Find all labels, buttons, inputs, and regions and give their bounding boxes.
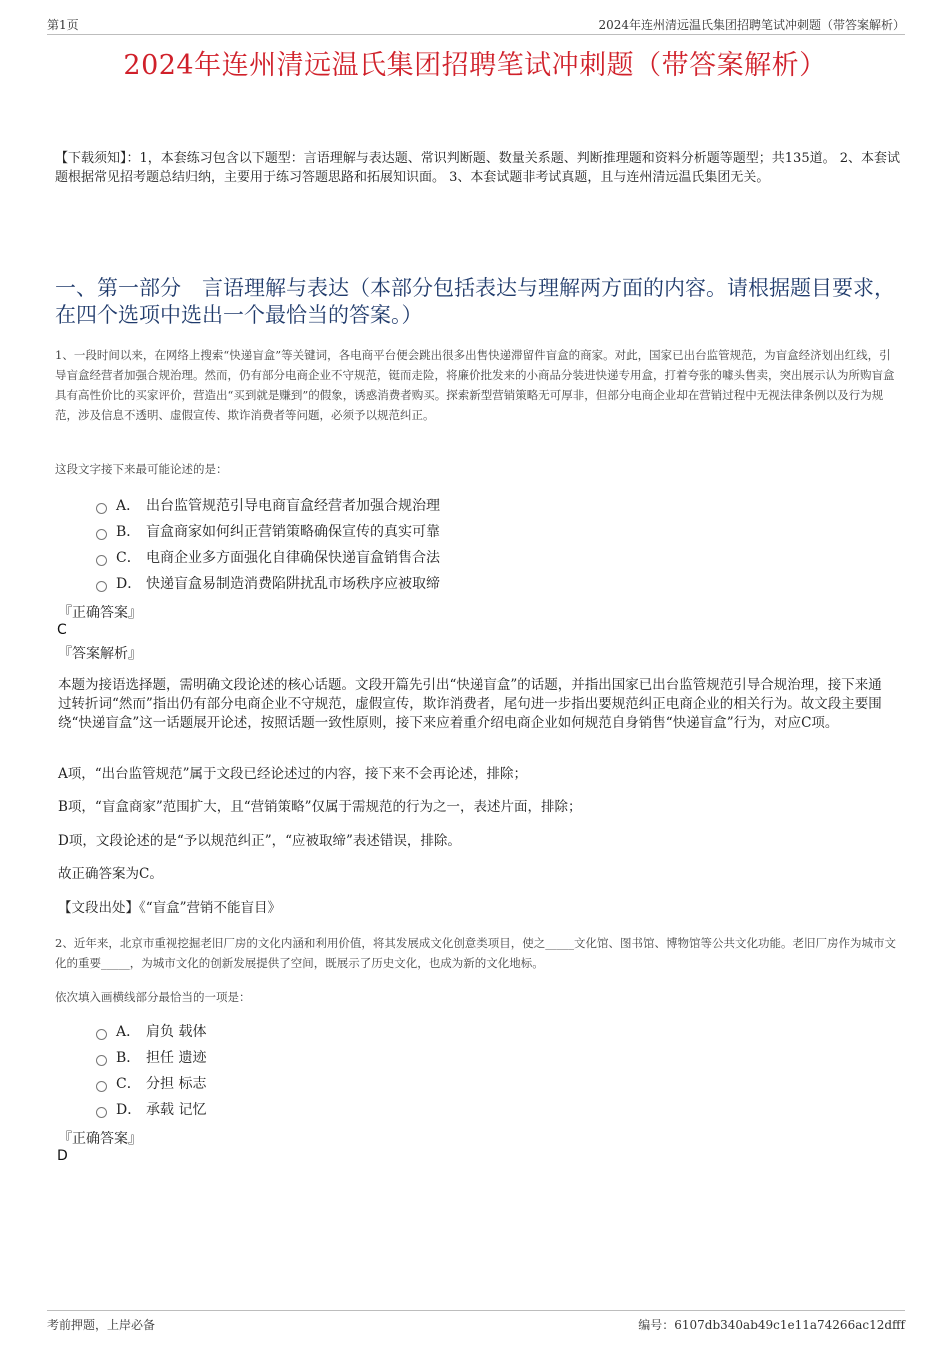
option-a[interactable]: A． 出台监管规范引导电商盲盒经营者加强合规治理 (96, 492, 440, 518)
analysis-paragraph: D项，文段论述的是“予以规范纠正”，“应被取缔”表述错误，排除。 (58, 833, 461, 849)
option-d[interactable]: D． 承载 记忆 (96, 1096, 206, 1122)
option-b[interactable]: B． 担任 遗迹 (96, 1044, 206, 1070)
question-2-prompt: 依次填入画横线部分最恰当的一项是： (55, 990, 251, 1004)
radio-icon[interactable] (96, 1107, 107, 1118)
document-id: 编号：6107db340ab49c1e11a74266ac12dfff (638, 1318, 905, 1332)
question-1-options (96, 492, 440, 596)
correct-answer: C (57, 622, 67, 638)
correct-answer-label: 『正确答案』 (58, 605, 142, 621)
header-doc-title: 2024年连州清远温氏集团招聘笔试冲刺题（带答案解析） (598, 18, 905, 32)
analysis-label: 『答案解析』 (58, 646, 142, 662)
option-a[interactable]: A． 肩负 载体 (96, 1018, 206, 1044)
analysis-paragraph: B项，“盲盒商家”范围扩大，且“营销策略”仅属于需规范的行为之一，表述片面，排除； (58, 799, 582, 815)
correct-answer-label: 『正确答案』 (58, 1131, 142, 1147)
question-1-text: 1、一段时间以来，在网络上搜索“快递盲盒”等关键词，各电商平台便会跳出很多出售快递滞留件盲盒的商家。对此，国家已出台监管规范，为盲盒经济划出红线，引导盲盒经营者加强合规治理。然而，仍有部分电商企业不守规范，铤而走险，将廉价批发来的小商品分装进快递专用盒，打着夸张的噱头售卖，突出展示认为所购盲盒具有高性价比的买家评价，营造出“买到就是赚到”的假象，诱惑消费者购买。探索新型营销策略无可厚非，但部分电商企业却在营销过程中无视法律条例以及行为规范，涉及信息不透明、虚假宣传、欺诈消费者等问题，必须予以规范纠正。 (55, 348, 895, 422)
option-c[interactable]: C． 电商企业多方面强化自律确保快递盲盒销售合法 (96, 544, 440, 570)
option-b[interactable]: B． 盲盒商家如何纠正营销策略确保宣传的真实可靠 (96, 518, 440, 544)
page-title: 2024年连州清远温氏集团招聘笔试冲刺题（带答案解析） (123, 50, 827, 81)
option-c[interactable]: C． 分担 标志 (96, 1070, 206, 1096)
radio-icon[interactable] (96, 529, 107, 540)
question-2-options (96, 1018, 206, 1122)
analysis-paragraph: 本题为接语选择题，需明确文段论述的核心话题。文段开篇先引出“快递盲盒”的话题，并指出国家已出台监管规范引导合规治理，接下来通过转折词“然而”指出仍有部分电商企业不守规范，虚假宣传，欺诈消费者，尾句进一步指出要规范纠正电商企业的相关行为。故文段主要围绕“快递盲盒”这一话题展开论述，按照话题一致性原则，接下来应着重介绍电商企业如何规范自身销售“快递盲盒”行为，对应C项。 (58, 677, 882, 731)
text-source: 【文段出处】《“盲盒”营销不能盲目》 (58, 900, 282, 916)
analysis-paragraph: A项，“出台监管规范”属于文段已经论述过的内容，接下来不会再论述，排除； (58, 766, 528, 782)
radio-icon[interactable] (96, 1081, 107, 1092)
radio-icon[interactable] (96, 1055, 107, 1066)
question-1-prompt: 这段文字接下来最可能论述的是： (55, 462, 228, 476)
radio-icon[interactable] (96, 555, 107, 566)
radio-icon[interactable] (96, 503, 107, 514)
question-2-text: 2、近年来，北京市重视挖掘老旧厂房的文化内涵和利用价值，将其发展成文化创意类项目，使之_____文化馆、图书馆、博物馆等公共文化功能。老旧厂房作为城市文化的重要_____，为城市文化的创新发展提供了空间，既展示了历史文化，也成为新的文化地标。 (55, 936, 897, 970)
page-footer (47, 1310, 905, 1331)
option-d[interactable]: D． 快递盲盒易制造消费陷阱扰乱市场秩序应被取缔 (96, 570, 440, 596)
page-number: 第1页 (47, 18, 79, 32)
radio-icon[interactable] (96, 1029, 107, 1040)
page-header (47, 12, 905, 35)
correct-answer: D (57, 1148, 68, 1164)
analysis-conclusion: 故正确答案为C。 (58, 866, 163, 882)
download-notice: 【下载须知】：1，本套练习包含以下题型：言语理解与表达题、常识判断题、数量关系题、判断推理题和资料分析题等题型；共135道。 2、本套试题根据常见招考题总结归纳，主要用于练习答题思路和拓展知识面。 3、本套试题非考试真题，且与连州清远温氏集团无关。 (55, 151, 900, 185)
section-heading: 一、第一部分 言语理解与表达（本部分包括表达与理解两方面的内容。请根据题目要求，在四个选项中选出一个最恰当的答案。） (55, 276, 895, 327)
footer-slogan: 考前押题，上岸必备 (47, 1318, 156, 1332)
radio-icon[interactable] (96, 581, 107, 592)
